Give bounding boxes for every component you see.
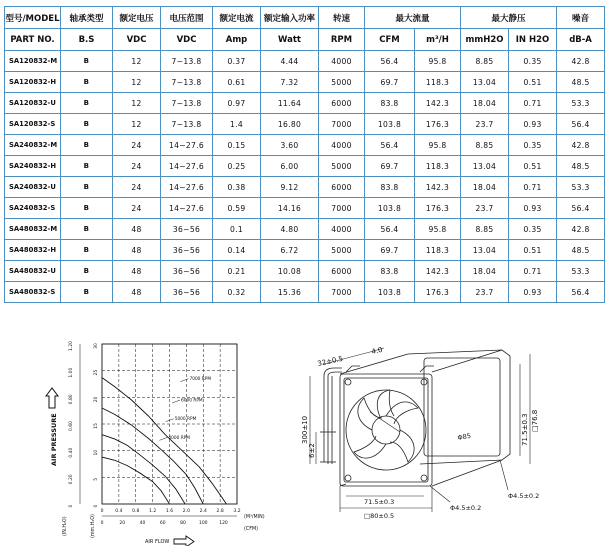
header-mmh2o: mmH2O [461,29,509,51]
table-cell: 0.51 [509,72,557,93]
dim-square: □76.8 [531,409,539,432]
table-cell: 103.8 [365,282,415,303]
dim-bottom-outer: □80±0.5 [364,512,395,520]
table-cell: 5000 [319,72,365,93]
dim-top-small: 4.0 [370,345,384,356]
y-tick-label: 15 [94,423,99,429]
table-row [5,156,605,177]
y-axis-label: AIR PRESSURE [50,413,58,466]
header-row-cn [5,7,605,29]
table-row [5,72,605,93]
table-cell: 24 [113,156,161,177]
fan-blade [390,430,414,462]
table-cell: 0.35 [509,51,557,72]
header-m3h: m³/H [415,29,461,51]
table-cell: 36~56 [161,282,213,303]
header-model: 型号/MODEL [5,7,61,29]
dim-top-width: 32±0.5 [316,354,344,368]
table-cell: 103.8 [365,114,415,135]
fan-blade [354,436,386,458]
table-cell: 5000 [319,156,365,177]
table-cell: 0.71 [509,261,557,282]
table-cell: 7.32 [261,72,319,93]
table-cell: B [61,156,113,177]
table-cell: 12 [113,51,161,72]
x2-tick-label: 100 [198,521,208,526]
table-cell: 142.3 [415,261,461,282]
fan-outline [320,350,510,486]
table-cell: 1.4 [213,114,261,135]
y-axis-units: (IN.H₂O) [63,516,68,536]
table-cell: 142.3 [415,177,461,198]
chart-plot-area [102,344,237,504]
x-tick-label: 0.8 [132,509,140,514]
table-cell: 36~56 [161,219,213,240]
table-cell: 13.04 [461,240,509,261]
table-cell: 18.04 [461,177,509,198]
table-cell: 0.93 [509,198,557,219]
table-cell: B [61,282,113,303]
table-cell: 0.14 [213,240,261,261]
table-cell: 7~13.8 [161,72,213,93]
dimension-lines [310,345,530,512]
table-cell: 14~27.6 [161,177,213,198]
header-max-static-pressure: 最大静压 [461,7,557,29]
table-cell: 176.3 [415,114,461,135]
table-cell: 11.64 [261,93,319,114]
y-tick-label: 0 [94,504,99,508]
x-tick-label: 2.0 [182,509,190,514]
table-cell: 0.93 [509,282,557,303]
table-cell: 69.7 [365,72,415,93]
part-number-cell: SA480832-U [5,261,61,282]
table-row [5,219,605,240]
part-number-cell: SA480832-H [5,240,61,261]
header-dba: dB-A [557,29,605,51]
table-cell: 56.4 [365,51,415,72]
table-cell: 7000 [319,198,365,219]
spec-table [4,6,605,303]
table-cell: 48.5 [557,72,605,93]
table-cell: 4000 [319,219,365,240]
table-cell: 0.35 [509,135,557,156]
y-tick-label: 5 [94,477,99,481]
table-cell: 36~56 [161,261,213,282]
table-cell: 53.3 [557,93,605,114]
x-tick-label: 1.2 [149,509,157,514]
y-tick-label: 25 [94,369,99,376]
table-cell: 176.3 [415,282,461,303]
table-cell: 83.8 [365,177,415,198]
table-cell: 56.4 [557,198,605,219]
header-row-en [5,29,605,51]
table-row [5,240,605,261]
header-rated-power: 额定输入功率 [261,7,319,29]
table-cell: 14~27.6 [161,135,213,156]
table-row [5,114,605,135]
table-cell: 0.1 [213,219,261,240]
table-cell: 56.4 [557,114,605,135]
dim-diameter: Φ85 [456,431,472,442]
table-cell: 0.21 [213,261,261,282]
table-cell: 7000 [319,282,365,303]
table-cell: 176.3 [415,198,461,219]
table-cell: 83.8 [365,93,415,114]
table-cell: B [61,72,113,93]
table-cell: 118.3 [415,240,461,261]
table-cell: 42.8 [557,135,605,156]
table-cell: 7~13.8 [161,51,213,72]
y-axis-units-alt: (mm.H₂O) [91,514,96,538]
chart-series-group [102,376,226,504]
part-number-cell: SA480832-M [5,219,61,240]
part-number-cell: SA240832-U [5,177,61,198]
table-cell: B [61,93,113,114]
x-tick-label: 3.2 [233,509,241,514]
header-rated-voltage: 额定电压 [113,7,161,29]
table-cell: 95.8 [415,51,461,72]
table-cell: 13.04 [461,156,509,177]
table-cell: 7000 [319,114,365,135]
table-cell: 10.08 [261,261,319,282]
header-voltage-range: 电压范围 [161,7,213,29]
table-row [5,261,605,282]
y2-tick-label: 0.20 [69,474,74,485]
table-cell: 4000 [319,135,365,156]
table-cell: 5000 [319,240,365,261]
table-cell: 0.35 [509,219,557,240]
table-cell: 95.8 [415,219,461,240]
table-cell: 16.80 [261,114,319,135]
table-cell: 7~13.8 [161,114,213,135]
table-cell: 24 [113,198,161,219]
fan-blade [377,390,394,417]
table-cell: 24 [113,135,161,156]
table-cell: 53.3 [557,261,605,282]
table-cell: 56.4 [365,135,415,156]
table-cell: 0.61 [213,72,261,93]
y-axis-arrow-icon [46,388,58,408]
table-cell: 8.85 [461,135,509,156]
dim-bottom-inner: 71.5±0.3 [364,498,395,506]
mount-hole [345,475,351,481]
table-cell: 0.25 [213,156,261,177]
table-cell: 23.7 [461,114,509,135]
table-cell: B [61,198,113,219]
header-amp: Amp [213,29,261,51]
header-bearing: 轴承类型 [61,7,113,29]
table-cell: 4000 [319,51,365,72]
table-cell: 15.36 [261,282,319,303]
table-cell: 12 [113,114,161,135]
table-cell: 142.3 [415,93,461,114]
series-label: 5000 RPM [174,417,197,423]
part-number-cell: SA480832-S [5,282,61,303]
y-tick-label: 30 [94,343,99,349]
table-row [5,135,605,156]
series-label: 7000 RPM [189,377,212,383]
header-inh2o: IN H2O [509,29,557,51]
table-cell: 36~56 [161,240,213,261]
header-watt: Watt [261,29,319,51]
header-cfm: CFM [365,29,415,51]
table-cell: 18.04 [461,93,509,114]
table-cell: 6.00 [261,156,319,177]
y2-tick-label: 0.60 [69,420,74,432]
table-cell: 9.12 [261,177,319,198]
fan-dimension-drawing [290,336,608,546]
table-row [5,93,605,114]
dim-hole-right: Φ4.5±0.2 [508,492,540,500]
x2-tick-label: 60 [159,521,166,526]
y2-tick-label: 0 [69,504,74,508]
table-cell: 69.7 [365,240,415,261]
part-number-cell: SA120832-H [5,72,61,93]
table-cell: 12 [113,93,161,114]
table-cell: 48.5 [557,156,605,177]
x2-tick-label: 80 [180,521,186,526]
header-rpm: RPM [319,29,365,51]
table-cell: 14~27.6 [161,198,213,219]
table-cell: B [61,114,113,135]
table-cell: 48.5 [557,240,605,261]
table-cell: 83.8 [365,261,415,282]
table-cell: 3.60 [261,135,319,156]
x-axis-units-primary: (M³/MIN) [244,515,265,520]
fan-blade [358,398,382,430]
part-number-cell: SA240832-S [5,198,61,219]
part-number-cell: SA240832-H [5,156,61,177]
dim-height: 71.5±0.3 [521,413,529,446]
x2-tick-label: 0 [100,521,104,526]
y-tick-label: 20 [94,396,99,403]
table-cell: 0.32 [213,282,261,303]
y2-tick-label: 1.00 [69,367,74,378]
x-tick-label: 2.8 [216,509,224,514]
table-cell: 0.37 [213,51,261,72]
table-cell: 48 [113,282,161,303]
y-tick-label: 10 [94,449,99,456]
table-cell: 0.51 [509,240,557,261]
table-cell: 0.59 [213,198,261,219]
table-cell: 6.72 [261,240,319,261]
table-cell: 0.71 [509,177,557,198]
spec-table-body [5,51,605,303]
table-cell: B [61,240,113,261]
x2-tick-label: 20 [119,521,126,526]
table-cell: 56.4 [365,219,415,240]
table-cell: 53.3 [557,177,605,198]
table-row [5,282,605,303]
part-number-cell: SA120832-M [5,51,61,72]
y2-tick-label: 0.80 [69,394,74,405]
table-cell: 48 [113,240,161,261]
table-cell: 42.8 [557,51,605,72]
x-axis-units-secondary: (CFM) [244,527,258,532]
series-label: 6000 RPM [181,398,203,404]
x-tick-label: 2.4 [199,509,207,514]
table-row [5,198,605,219]
x-axis-arrow-icon [174,536,194,546]
table-cell: 6000 [319,261,365,282]
header-part-no: PART NO. [5,29,61,51]
fan-blade [386,402,418,424]
dim-lead-length: 300±10 [301,415,309,444]
y2-tick-label: 0.40 [69,447,74,458]
series-label: 4000 RPM [168,435,190,441]
lead-wires [324,376,332,464]
x-tick-label: 0.4 [115,509,123,514]
series-leader [180,379,188,382]
performance-chart [32,336,272,546]
fan-rear-frame [408,350,510,464]
part-number-cell: SA120832-U [5,93,61,114]
table-cell: 0.93 [509,114,557,135]
table-cell: 13.04 [461,72,509,93]
dim-lead-strip: 6±2 [308,443,316,458]
table-cell: 7~13.8 [161,93,213,114]
table-cell: 14.16 [261,198,319,219]
table-cell: B [61,51,113,72]
table-cell: 8.85 [461,51,509,72]
table-cell: 4.44 [261,51,319,72]
header-noise: 噪音 [557,7,605,29]
table-cell: 6000 [319,93,365,114]
part-number-cell: SA120832-S [5,114,61,135]
table-cell: 95.8 [415,135,461,156]
table-cell: 0.97 [213,93,261,114]
header-vdc-range: VDC [161,29,213,51]
x-axis-label: AIR FLOW [145,539,170,545]
table-cell: 48 [113,219,161,240]
y-axis-label-group [46,388,96,538]
fan-venturi [346,390,426,470]
table-cell: 118.3 [415,72,461,93]
chart-ticks-group [68,341,241,526]
table-cell: 0.71 [509,93,557,114]
table-cell: 14~27.6 [161,156,213,177]
table-cell: 0.51 [509,156,557,177]
table-cell: 8.85 [461,219,509,240]
table-row [5,51,605,72]
table-cell: 4.80 [261,219,319,240]
table-cell: 6000 [319,177,365,198]
x-tick-label: 1.6 [165,509,174,514]
table-cell: 18.04 [461,261,509,282]
table-cell: 23.7 [461,198,509,219]
dim-hole-bottom: Φ4.5±0.2 [450,504,482,512]
table-cell: B [61,219,113,240]
mount-hole [421,475,427,481]
x2-tick-label: 40 [139,521,146,526]
table-row [5,177,605,198]
table-cell: 0.38 [213,177,261,198]
header-max-airflow: 最大流量 [365,7,461,29]
header-bs: B.S [61,29,113,51]
series-line [102,435,185,504]
table-cell: 118.3 [415,156,461,177]
table-cell: 56.4 [557,282,605,303]
header-rated-current: 额定电流 [213,7,261,29]
table-cell: B [61,261,113,282]
series-leader [172,400,180,403]
mount-hole [345,379,351,385]
y2-tick-label: 1.20 [69,340,74,352]
table-cell: 48 [113,261,161,282]
table-cell: B [61,135,113,156]
series-line [102,378,226,504]
header-vdc: VDC [113,29,161,51]
table-cell: B [61,177,113,198]
table-cell: 103.8 [365,198,415,219]
x-tick-label: 0 [100,509,104,514]
series-leader [159,437,167,440]
part-number-cell: SA240832-M [5,135,61,156]
table-cell: 12 [113,72,161,93]
table-cell: 23.7 [461,282,509,303]
fan-front-frame-inner [344,378,428,482]
table-cell: 0.15 [213,135,261,156]
x2-tick-label: 120 [219,521,228,526]
table-cell: 42.8 [557,219,605,240]
table-cell: 69.7 [365,156,415,177]
header-speed: 转速 [319,7,365,29]
table-cell: 24 [113,177,161,198]
